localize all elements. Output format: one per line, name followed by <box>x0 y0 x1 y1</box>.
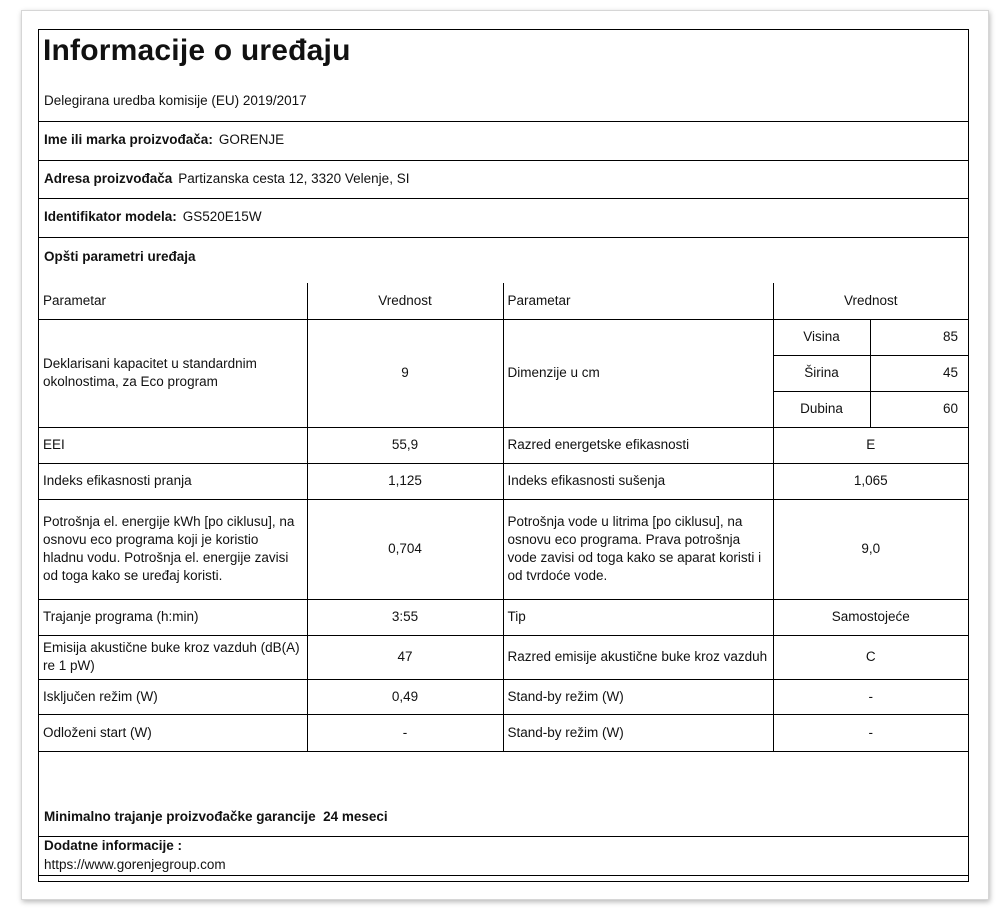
standby-label-1: Stand-by režim (W) <box>503 679 773 714</box>
table-row <box>39 463 968 499</box>
table-row <box>39 635 968 679</box>
depth-label: Dubina <box>773 391 870 427</box>
eei-value: 55,9 <box>307 427 503 463</box>
table-row <box>39 319 968 355</box>
height-label: Visina <box>773 319 870 355</box>
width-label: Širina <box>773 355 870 391</box>
wash-index-label: Indeks efikasnosti pranja <box>39 463 307 499</box>
capacity-label: Deklarisani kapacitet u standardnim okolnostima, za Eco program <box>39 319 307 427</box>
eei-label: EEI <box>39 427 307 463</box>
model-label: Identifikator modela: <box>44 209 177 224</box>
noise-class-label: Razred emisije akustične buke kroz vazduh <box>503 635 773 679</box>
delay-start-value: - <box>307 714 503 751</box>
url-row <box>39 848 968 883</box>
warranty-label: Minimalno trajanje proizvođačke garancije <box>44 809 316 824</box>
document-page <box>21 10 989 900</box>
energy-consumption-label: Potrošnja el. energije kWh [po ciklusu], na osnovu eco programa koji je koristio hladnu vodu. Potrošnja el. energije zavisi od toga kako se uređaj koristi. <box>39 499 307 599</box>
general-params-row <box>39 238 968 283</box>
depth-value: 60 <box>870 391 968 427</box>
website-link[interactable]: https://www.gorenjegroup.com <box>44 857 226 872</box>
model-value: GS520E15W <box>182 209 262 224</box>
value-header-2: Vrednost <box>773 283 968 319</box>
address-label: Adresa proizvođača <box>44 171 173 186</box>
noise-label: Emisija akustične buke kroz vazduh (dB(A) re 1 pW) <box>39 635 307 679</box>
standby-label-2: Stand-by režim (W) <box>503 714 773 751</box>
value-header-1: Vrednost <box>307 283 503 319</box>
product-info-sheet <box>38 29 969 882</box>
energy-class-value: E <box>773 427 968 463</box>
parameters-table <box>39 283 968 752</box>
duration-value: 3:55 <box>307 599 503 635</box>
type-label: Tip <box>503 599 773 635</box>
off-mode-value: 0,49 <box>307 679 503 714</box>
energy-consumption-value: 0,704 <box>307 499 503 599</box>
model-row <box>39 199 968 238</box>
param-header-1: Parametar <box>39 283 307 319</box>
table-header-row <box>39 283 968 319</box>
table-row <box>39 499 968 599</box>
warranty-value: 24 meseci <box>323 809 388 824</box>
manufacturer-value: GORENJE <box>218 132 285 147</box>
dimensions-label: Dimenzije u cm <box>503 319 773 427</box>
header-section <box>39 30 968 122</box>
capacity-value: 9 <box>307 319 503 427</box>
noise-class-value: C <box>773 635 968 679</box>
standby-value-1: - <box>773 679 968 714</box>
dry-index-label: Indeks efikasnosti sušenja <box>503 463 773 499</box>
type-value: Samostojeće <box>773 599 968 635</box>
table-row <box>39 427 968 463</box>
width-value: 45 <box>870 355 968 391</box>
duration-label: Trajanje programa (h:min) <box>39 599 307 635</box>
table-row <box>39 679 968 714</box>
noise-value: 47 <box>307 635 503 679</box>
address-value: Partizanska cesta 12, 3320 Velenje, SI <box>178 171 410 186</box>
additional-info-label: Dodatne informacije : <box>44 838 183 853</box>
delay-start-label: Odloženi start (W) <box>39 714 307 751</box>
dry-index-value: 1,065 <box>773 463 968 499</box>
table-row <box>39 714 968 751</box>
param-header-2: Parametar <box>503 283 773 319</box>
height-value: 85 <box>870 319 968 355</box>
general-params-heading: Opšti parametri uređaja <box>44 249 196 264</box>
standby-value-2: - <box>773 714 968 751</box>
regulation-subtitle: Delegirana uredba komisije (EU) 2019/2017 <box>44 93 307 108</box>
table-row <box>39 599 968 635</box>
water-consumption-label: Potrošnja vode u litrima [po ciklusu], na osnovu eco programa. Prava potrošnja vode zavisi od toga kako se aparat koristi i od tvrdoće vode. <box>503 499 773 599</box>
page-title: Informacije o uređaju <box>43 34 351 67</box>
off-mode-label: Isključen režim (W) <box>39 679 307 714</box>
warranty-row <box>39 800 968 837</box>
manufacturer-label: Ime ili marka proizvođača: <box>44 132 213 147</box>
water-consumption-value: 9,0 <box>773 499 968 599</box>
energy-class-label: Razred energetske efikasnosti <box>503 427 773 463</box>
address-row <box>39 161 968 199</box>
wash-index-value: 1,125 <box>307 463 503 499</box>
manufacturer-row <box>39 122 968 161</box>
